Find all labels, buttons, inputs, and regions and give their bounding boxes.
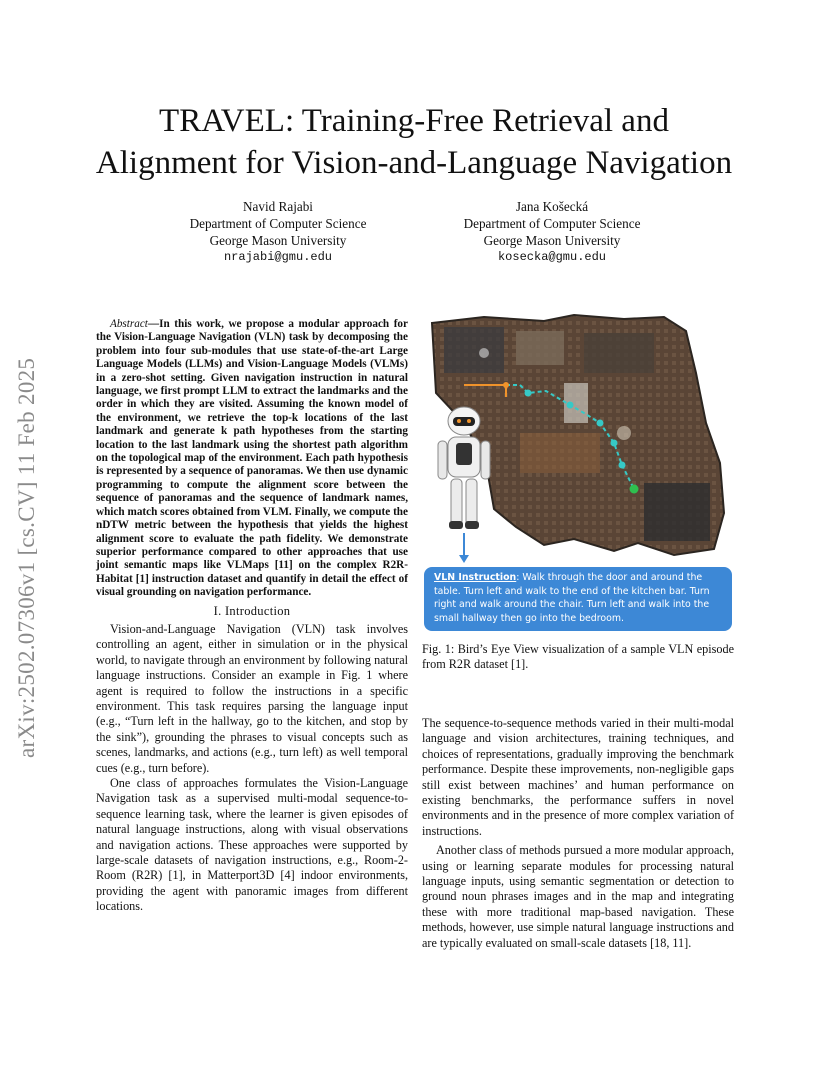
abstract-lead: Abstract — [110, 318, 148, 330]
author-email: kosecka@gmu.edu — [497, 250, 607, 264]
paper-title — [0, 100, 828, 184]
room-block — [444, 327, 504, 373]
author-dept: Department of Computer Science — [189, 216, 367, 231]
abstract — [96, 318, 408, 600]
author-univ: George Mason University — [483, 233, 621, 248]
intro-paragraph-1: Vision-and-Language Navigation (VLN) task involves controlling an agent, either in simulation or in the physical world, to navigate through an environment by following natural language instructions. Consider an example in Fig. 1 where agent is required to follow the instructions in a specific environment. This task requires parsing the language input (e.g., “Turn left in the hallway, go to the kitchen, and stop by the sink”), grounding the phrases to visual concepts such as scenes, landmarks, and actions (e.g., turn left) as well temporal cues (e.g., turn before). — [96, 621, 408, 775]
right-column — [422, 716, 734, 951]
arxiv-stamp: arXiv:2502.07306v1 [cs.CV] 11 Feb 2025 — [14, 357, 39, 758]
title-line-1: TRAVEL: Training-Free Retrieval and — [159, 103, 669, 139]
abstract-text: —In this work, we propose a modular approach for the Vision-Language Navigation (VLN) task by decomposing the problem into four sub-modules that use state-of-the-art Large Language Models (LLMs) and Vision-Language Models (VLMs) in a zero-shot setting. Given navigation instruction in natural language, we first prompt LLM to extract the landmarks and the order in which they are visited. Assuming the known model of the environment, we retrieve the top-k locations of the last landmark and generate k path hypotheses from the starting location to the last landmark using the shortest path algorithm on the topological map of the environment. Each path hypothesis is represented by a sequence of panoramas. We then use dynamic programming to compute the alignment score between the sequence of panoramas and the sequence of landmark names, which match scores obtained from VLM. Finally, we compute the nDTW metric between the hypothesis that yields the highest alignment score to evaluate the path fidelity. We demonstrate superior performance compared to other approaches that use joint semantic maps like VLMaps [11] on the complex R2R-Habitat [1] instruction dataset and quantify in detail the effect of visual grounding on navigation performance. — [96, 318, 408, 599]
rug — [520, 433, 600, 473]
path-node — [611, 440, 618, 447]
author-univ: George Mason University — [209, 233, 347, 248]
path-node — [525, 390, 532, 397]
title-line-2: Alignment for Vision-and-Language Navigation — [95, 145, 733, 181]
instruction-label: VLN Instruction — [434, 572, 517, 583]
instruction-banner — [424, 567, 732, 631]
right-paragraph-2: Another class of methods pursued a more modular approach, using or learning separate modules for processing natural language inputs, using semantic segmentation or detection to ground noun phrases images and in the map and integrating these with more traditional map-based navigation. These methods, however, use simple natural language instructions and are typically evaluated on small-scale datasets [18, 11]. — [422, 843, 734, 950]
room-block — [644, 483, 710, 541]
instruction-text: : Walk through the door and around the table. Turn left and walk to the end of the kitchen bar. Turn right and walk around the chair. Turn left and walk into the small hallway then go into the bedroom. — [434, 572, 710, 624]
figure-caption: Fig. 1: Bird’s Eye View visualization of a sample VLN episode from R2R dataset [1]. — [422, 642, 734, 672]
furniture — [617, 426, 631, 440]
author-block-2 — [422, 198, 682, 266]
arrow-head — [459, 555, 469, 563]
author-name: Navid Rajabi — [243, 199, 313, 214]
author-name: Jana Košecká — [515, 199, 589, 214]
right-paragraph-1: The sequence-to-sequence methods varied in their multi-modal language and vision architectures, training techniques, and choices of representations, gradually improving the benchmark performance. Despite these improvements, non-negligible gaps still exist between machines’ and human performance on existing benchmarks, the performance suffers in novel environments and in the presence of more complex variation of instructions. — [422, 716, 734, 838]
path-node — [619, 462, 626, 469]
author-block-1 — [148, 198, 408, 266]
author-email: nrajabi@gmu.edu — [223, 250, 333, 264]
path-end-node — [630, 485, 639, 494]
room-block — [516, 331, 564, 365]
intro-paragraph-2: One class of approaches formulates the Vision-Language Navigation task as a supervised multi-modal sequence-to-sequence learning task, where the learner is given episodes of natural language instructions, along with visual observations and navigation actions. These approaches were supported by large-scale datasets of navigation instructions, e.g., Room-2-Room (R2R) [1], in Matterport3D [4] indoor environments, providing the agent with panoramic images from different locations. — [96, 776, 408, 914]
path-node — [503, 382, 509, 388]
room-block — [584, 333, 654, 373]
section-heading-introduction: I. Introduction — [213, 603, 291, 618]
left-column — [96, 318, 408, 915]
furniture — [479, 348, 489, 358]
birds-eye-view-map — [424, 313, 736, 563]
path-node — [597, 420, 604, 427]
path-node — [567, 402, 574, 409]
author-dept: Department of Computer Science — [463, 216, 641, 231]
